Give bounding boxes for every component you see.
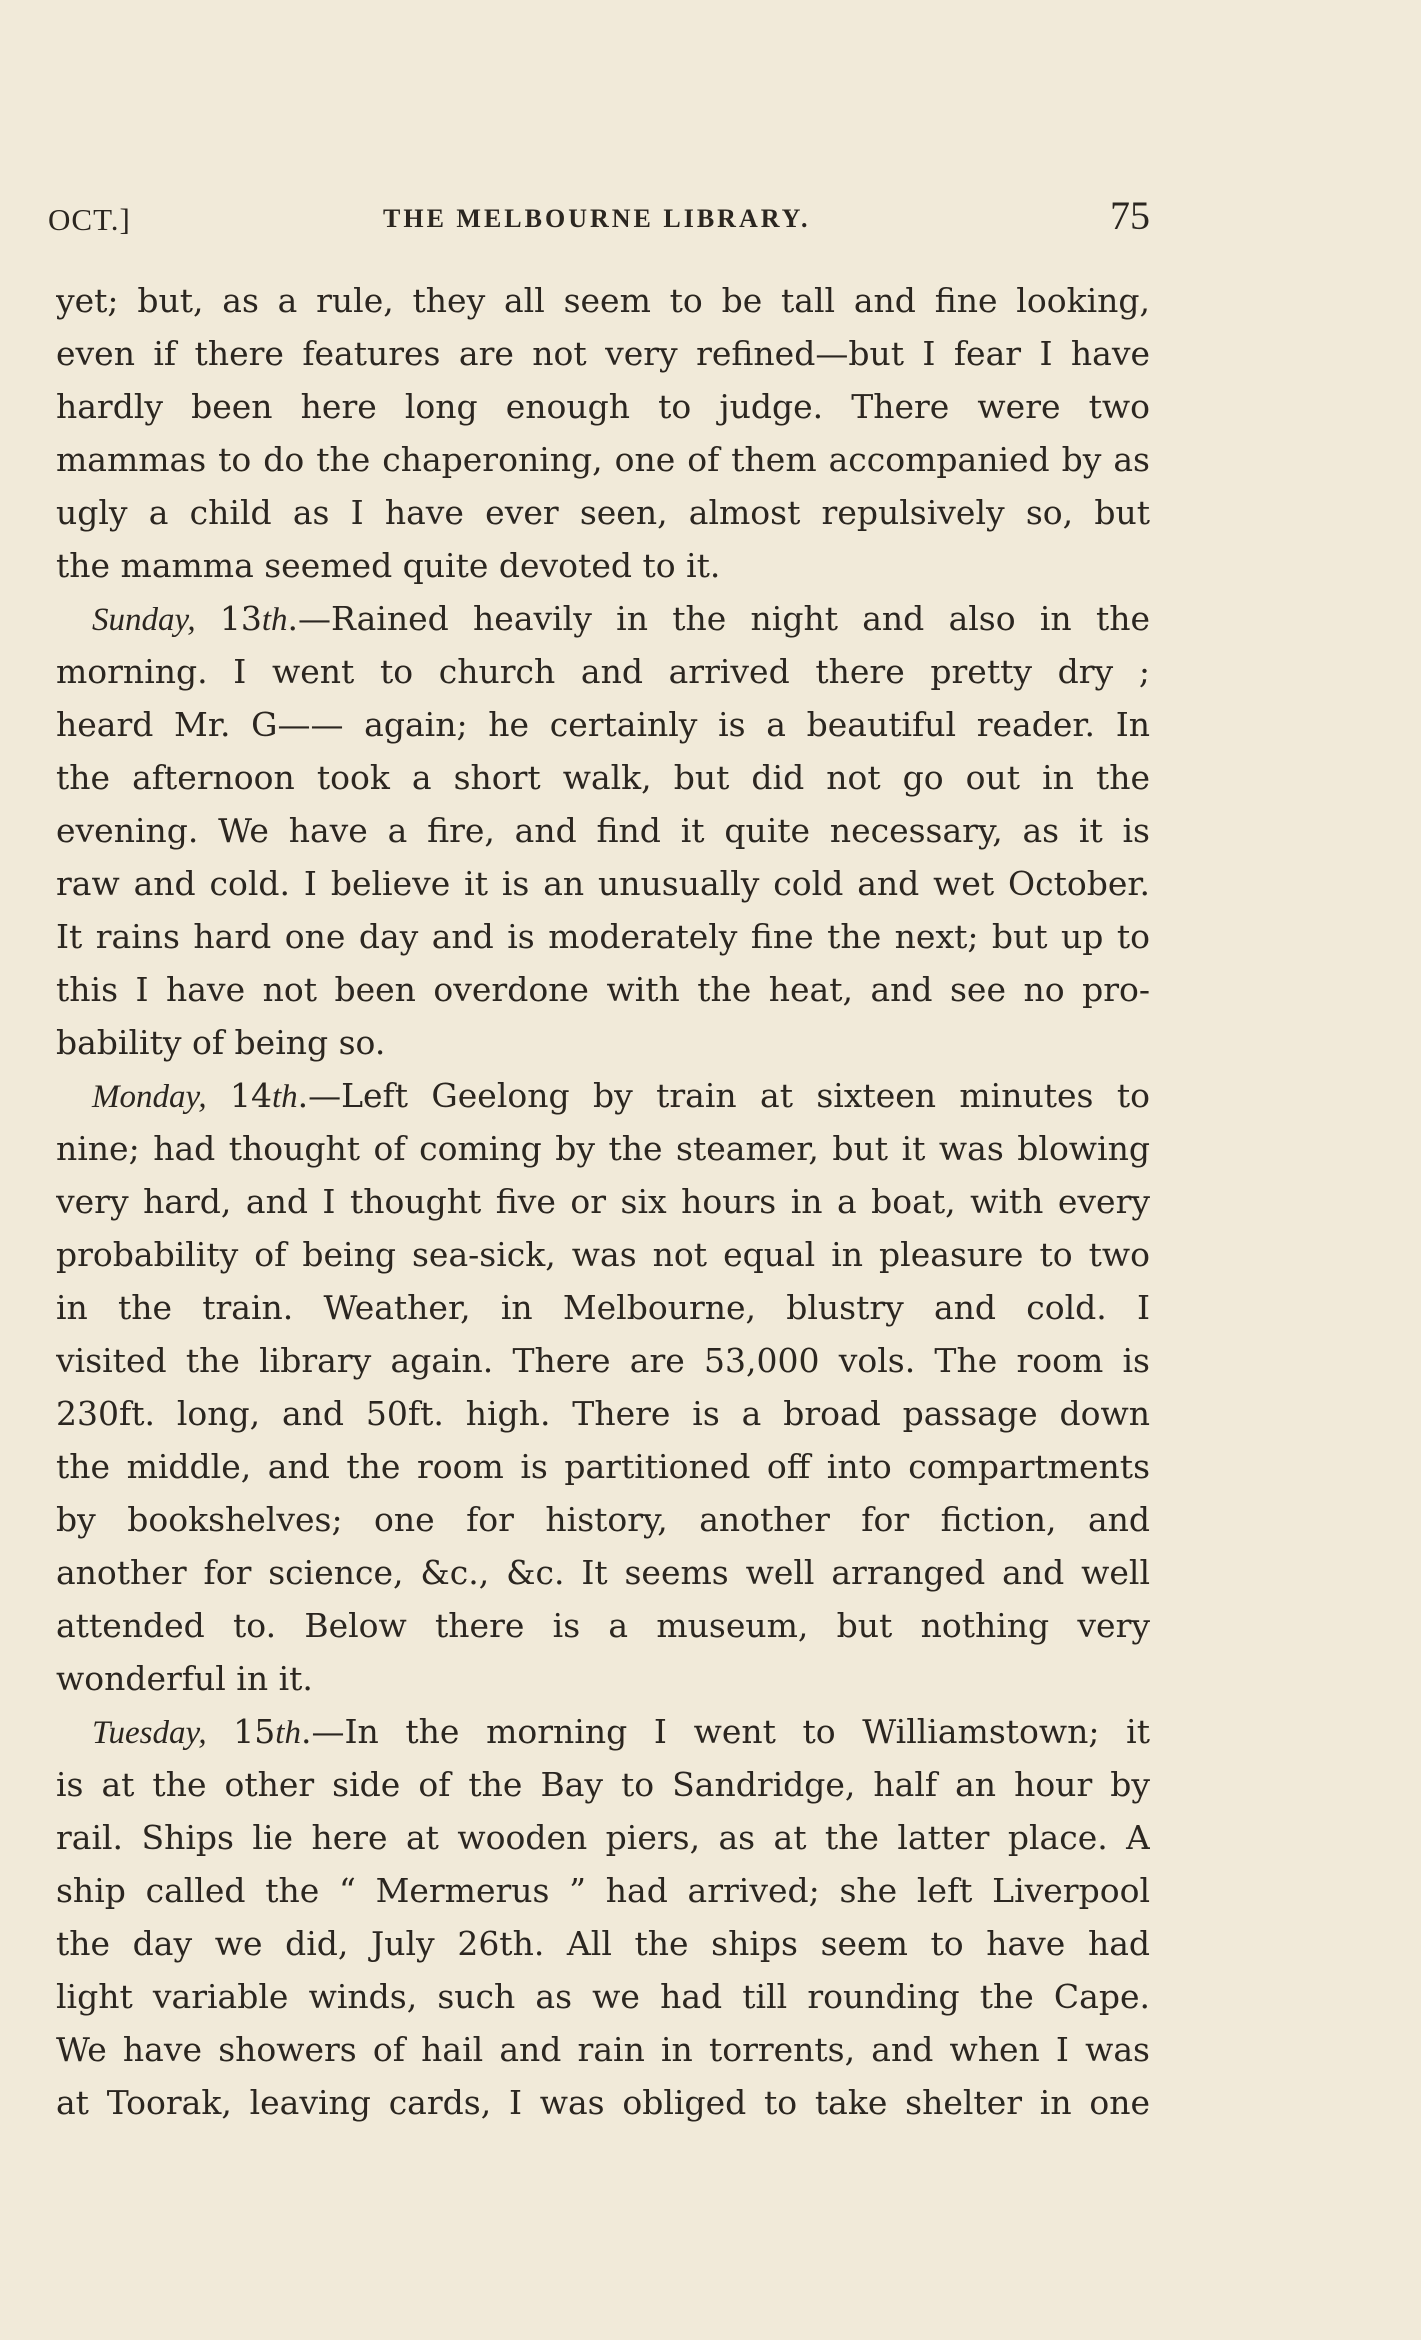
text-line: visited the library again. There are 53,000 vols. The room is [56, 1341, 1150, 1380]
entry-date-ord: th [261, 602, 288, 638]
text-line: another for science, &c., &c. It seems well arranged and well [56, 1553, 1150, 1592]
text-line: the day we did, July 26th. All the ships seem to have had [56, 1924, 1150, 1963]
text-line: rail. Ships lie here at wooden piers, as at the latter place. A [56, 1818, 1150, 1857]
entry-date-num: 15 [233, 1712, 276, 1751]
text-line: bability of being so. [56, 1023, 386, 1062]
text-line: evening. We have a fire, and find it quite necessary, as it is [56, 811, 1150, 850]
text-line: the middle, and the room is partitioned off into compartments [56, 1447, 1150, 1486]
entry-day: Monday, [92, 1079, 207, 1115]
text-line: wonderful in it. [56, 1659, 313, 1698]
header-title: THE MELBOURNE LIBRARY. [383, 204, 811, 233]
header-month: OCT.] [48, 202, 131, 237]
text-line: heard Mr. G—— again; he certainly is a beautiful reader. In [56, 705, 1150, 744]
text-line: yet; but, as a rule, they all seem to be tall and fine looking, [56, 281, 1150, 320]
text-line: It rains hard one day and is moderately fine the next; but up to [56, 917, 1150, 956]
text-line: ugly a child as I have ever seen, almost repulsively so, but [56, 493, 1150, 532]
text-line: raw and cold. I believe it is an unusually cold and wet October. [56, 864, 1150, 903]
entry-date-ord: th [275, 1715, 301, 1751]
text-line: the afternoon took a short walk, but did not go out in the [56, 758, 1150, 797]
text-line: even if there features are not very refined—but I fear I have [56, 334, 1150, 373]
entry-first-line-tuesday [56, 1705, 1150, 1758]
entry-first-line-sunday [56, 592, 1150, 645]
text-line: nine; had thought of coming by the steamer, but it was blowing [56, 1129, 1150, 1168]
entry-first-line-rest: .—In the morning I went to Williamstown; it [300, 1712, 1150, 1751]
text-line: hardly been here long enough to judge. There were two [56, 387, 1150, 426]
text-line: in the train. Weather, in Melbourne, blustry and cold. I [56, 1288, 1150, 1327]
entry-first-line-rest: .—Rained heavily in the night and also in the [287, 599, 1150, 638]
text-line: 230ft. long, and 50ft. high. There is a broad passage down [56, 1394, 1150, 1433]
text-line: mammas to do the chaperoning, one of them accompanied by as [56, 440, 1150, 479]
entry-day: Sunday, [92, 602, 196, 638]
entry-date-num: 14 [229, 1076, 272, 1115]
text-line: very hard, and I thought five or six hours in a boat, with every [56, 1182, 1150, 1221]
running-header [48, 192, 1148, 248]
text-line: ship called the “ Mermerus ” had arrived; she left Liverpool [56, 1871, 1150, 1910]
text-line: attended to. Below there is a museum, but nothing very [56, 1606, 1150, 1645]
page-body [56, 274, 1150, 2129]
text-line: probability of being sea-sick, was not equal in pleasure to two [56, 1235, 1150, 1274]
text-line: the mamma seemed quite devoted to it. [56, 546, 721, 585]
text-line: by bookshelves; one for history, another for fiction, and [56, 1500, 1150, 1539]
text-line: is at the other side of the Bay to Sandridge, half an hour by [56, 1765, 1150, 1804]
entry-first-line-rest: .—Left Geelong by train at sixteen minutes to [297, 1076, 1150, 1115]
text-line: this I have not been overdone with the heat, and see no pro- [56, 970, 1150, 1009]
text-line: light variable winds, such as we had till rounding the Cape. [56, 1977, 1150, 2016]
page-number: 75 [1110, 193, 1150, 238]
entry-date-num: 13 [219, 599, 262, 638]
entry-day: Tuesday, [92, 1715, 207, 1751]
entry-first-line-monday [56, 1069, 1150, 1122]
text-line: morning. I went to church and arrived there pretty dry ; [56, 652, 1150, 691]
text-line: at Toorak, leaving cards, I was obliged to take shelter in one [56, 2083, 1150, 2122]
text-line: We have showers of hail and rain in torrents, and when I was [56, 2030, 1150, 2069]
entry-date-ord: th [271, 1079, 298, 1115]
